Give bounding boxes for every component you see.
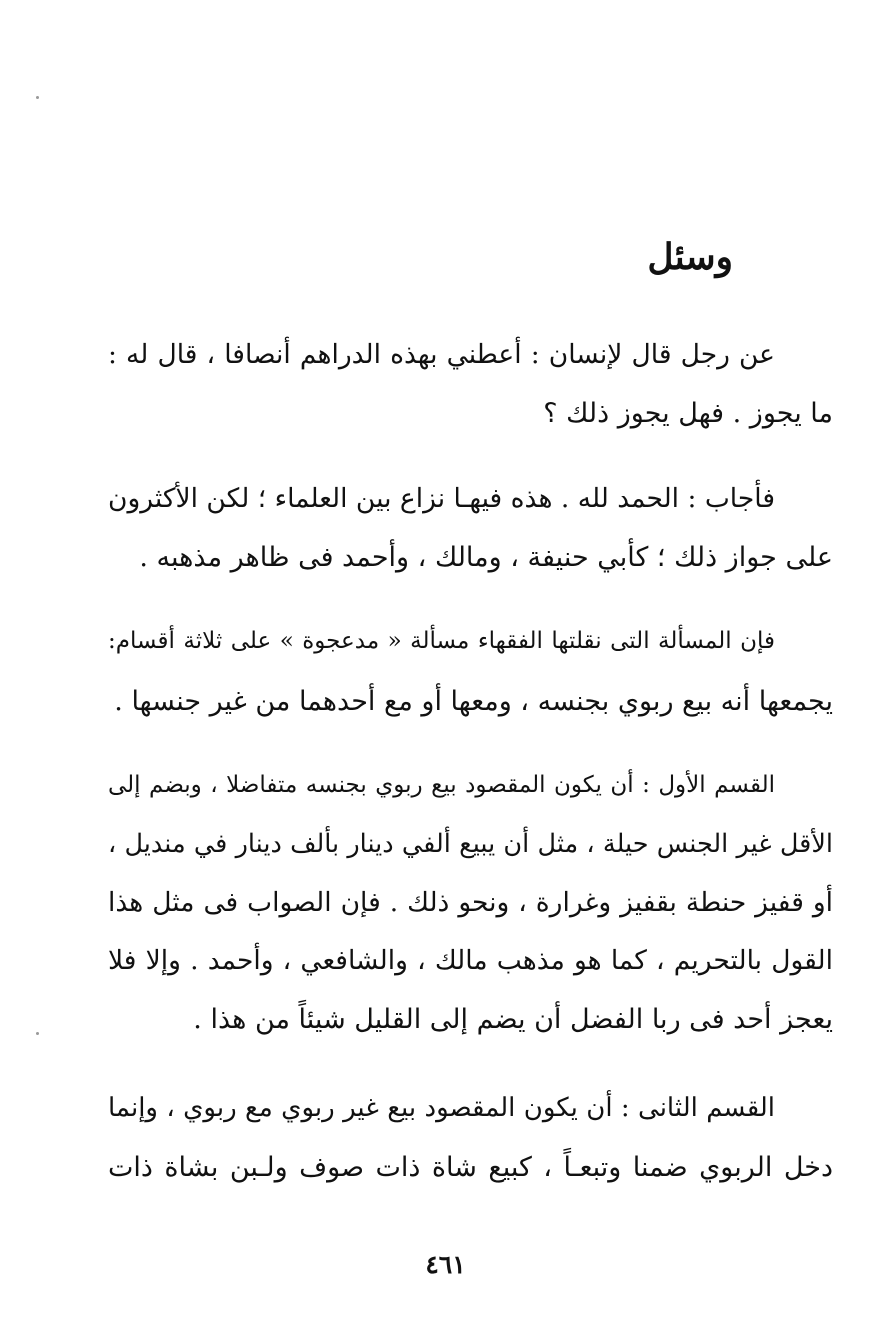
page-number: ٤٦١ — [425, 1250, 466, 1279]
text-line: ما يجوز . فهل يجوز ذلك ؟ — [543, 398, 833, 429]
margin-speck — [36, 1032, 39, 1035]
text-line: فإن المسألة التى نقلتها الفقهاء مسألة « مدعجوة » على ثلاثة أقسام: — [108, 628, 775, 654]
section-heading: وسئل — [647, 236, 733, 278]
text-line: الأقل غير الجنس حيلة ، مثل أن يبيع ألفي دينار بألف دينار في منديل ، — [108, 829, 833, 859]
text-line: القسم الثانى : أن يكون المقصود بيع غير ربوي مع ربوي ، وإنما — [108, 1093, 775, 1123]
text-line: فأجاب : الحمد لله . هذه فيهـا نزاع بين العلماء ؛ لكن الأكثرون — [108, 483, 775, 514]
text-line: دخل الربوي ضمنا وتبعـاً ، كبيع شاة ذات صوف ولـبن بشاة ذات — [108, 1152, 833, 1183]
text-line: القول بالتحريم ، كما هو مذهب مالك ، والشافعي ، وأحمد . وإلا فلا — [108, 945, 833, 976]
text-line: عن رجل قال لإنسان : أعطني بهذه الدراهم أنصافا ، قال له : — [108, 339, 775, 370]
margin-speck — [36, 96, 39, 99]
text-line: يعجز أحد فى ربا الفضل أن يضم إلى القليل شيئاً من هذا . — [193, 1004, 833, 1035]
text-line: أو قفيز حنطة بقفيز وغرارة ، ونحو ذلك . فإن الصواب فى مثل هذا — [108, 887, 833, 918]
text-line: القسم الأول : أن يكون المقصود بيع ربوي بجنسه متفاضلا ، وبضم إلى — [108, 772, 775, 798]
text-line: يجمعها أنه بيع ربوي بجنسه ، ومعها أو مع أحدهما من غير جنسها . — [114, 686, 833, 717]
text-line: على جواز ذلك ؛ كأبي حنيفة ، ومالك ، وأحمد فى ظاهر مذهبه . — [139, 542, 833, 573]
